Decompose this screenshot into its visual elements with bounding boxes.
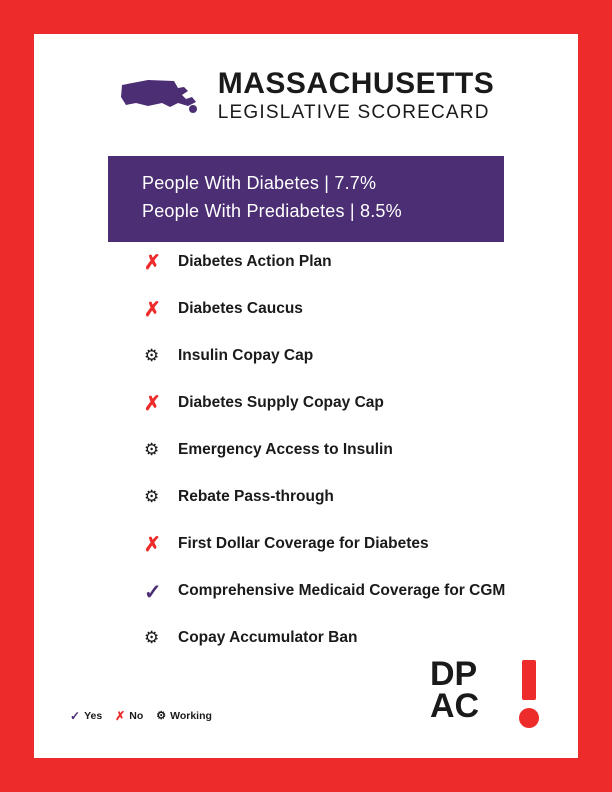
- page-subtitle: LEGISLATIVE SCORECARD: [217, 101, 490, 123]
- list-item: [144, 440, 564, 487]
- page-title: MASSACHUSETTS: [217, 67, 495, 100]
- stat-diabetes: People With Diabetes | 7.7%: [142, 173, 377, 193]
- exclamation-dot-icon: [519, 708, 539, 728]
- list-item-label: Copay Accumulator Ban: [178, 629, 358, 646]
- list-item-label: Emergency Access to Insulin: [178, 441, 393, 458]
- list-item-label: First Dollar Coverage for Diabetes: [178, 535, 429, 552]
- legend-label-yes: Yes: [84, 710, 103, 722]
- logo-line-1: DP: [430, 655, 478, 693]
- list-item: [144, 393, 564, 440]
- list-item: [144, 299, 564, 346]
- list-item-label: Diabetes Supply Copay Cap: [178, 394, 384, 411]
- gear-icon: ⚙: [144, 346, 160, 365]
- legend-item-yes: [70, 710, 102, 722]
- logo-line-2: AC: [430, 687, 480, 726]
- list-item-label: Diabetes Caucus: [178, 300, 303, 317]
- gear-icon: ⚙: [144, 487, 160, 506]
- scorecard-card: [34, 34, 578, 758]
- list-item: [144, 581, 564, 628]
- gear-icon: ⚙: [144, 440, 160, 459]
- list-item: [144, 252, 564, 299]
- list-item-label: Comprehensive Medicaid Coverage for CGM: [178, 582, 506, 599]
- gear-icon: ⚙: [156, 709, 167, 722]
- list-item-label: Diabetes Action Plan: [178, 253, 332, 270]
- stats-banner: [108, 156, 504, 242]
- header: [34, 34, 578, 124]
- x-icon: ✗: [144, 252, 161, 274]
- list-item-label: Insulin Copay Cap: [178, 347, 314, 364]
- list-item: [144, 487, 564, 534]
- title-block: [218, 68, 495, 124]
- legend-label-no: No: [129, 710, 144, 722]
- list-item: [144, 346, 564, 393]
- x-icon: ✗: [144, 299, 161, 321]
- legend: [70, 710, 212, 722]
- dpac-logo: [430, 655, 542, 730]
- legend-item-no: [115, 710, 143, 722]
- legend-label-working: Working: [170, 710, 212, 722]
- gear-icon: ⚙: [144, 628, 160, 647]
- check-icon: ✓: [70, 709, 81, 723]
- x-icon: ✗: [144, 393, 161, 415]
- check-icon: ✓: [144, 581, 162, 604]
- x-icon: ✗: [115, 709, 126, 723]
- list-item: [144, 534, 564, 581]
- legend-item-working: [156, 710, 212, 722]
- stat-prediabetes: People With Prediabetes | 8.5%: [142, 200, 402, 221]
- list-item-label: Rebate Pass-through: [178, 488, 334, 505]
- massachusetts-map-icon: [118, 69, 202, 123]
- scorecard-list: [144, 252, 564, 675]
- x-icon: ✗: [144, 534, 161, 556]
- exclamation-bar-icon: [522, 660, 536, 700]
